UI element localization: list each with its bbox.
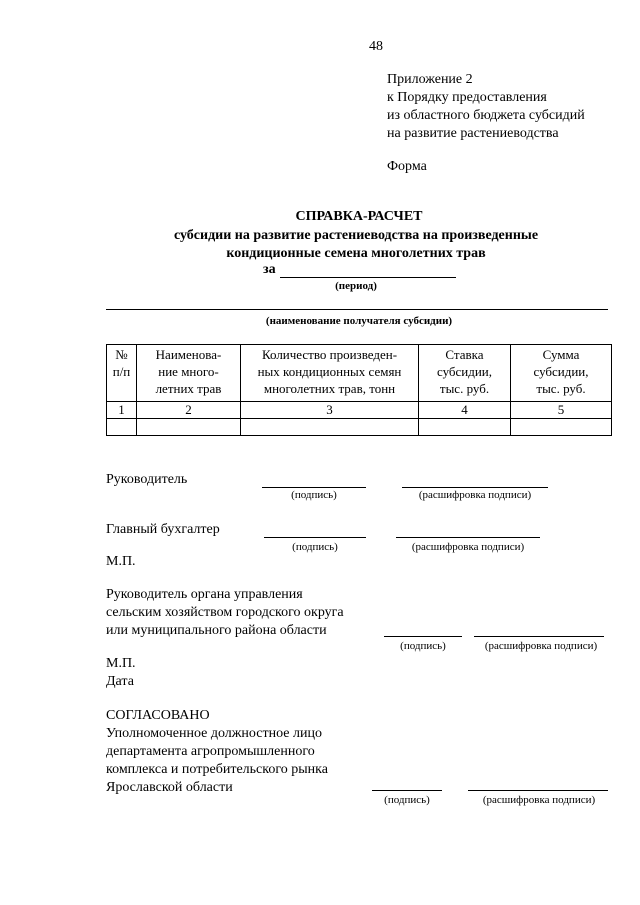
recipient-field[interactable] — [106, 309, 608, 310]
header-rate — [419, 345, 511, 402]
appendix-line-4: на развитие растениеводства — [387, 126, 559, 141]
official-line-2: департамента агропромышленного — [106, 744, 315, 759]
column-number: 5 — [511, 402, 612, 419]
header-line: тыс. руб. — [439, 381, 490, 396]
accountant-decode-line[interactable] — [396, 537, 540, 538]
header-line: Ставка — [445, 347, 484, 362]
authority-decode-caption: (расшифровка подписи) — [484, 640, 598, 652]
official-line-4: Ярославской области — [106, 780, 233, 795]
head-signature-line[interactable] — [262, 487, 366, 488]
agreed-label: СОГЛАСОВАНО — [106, 708, 210, 723]
accountant-sign-caption: (подпись) — [292, 541, 338, 553]
seal-mark-2: М.П. — [106, 656, 136, 671]
header-line: летних трав — [155, 381, 222, 396]
table-cell[interactable] — [511, 419, 612, 436]
authority-signature-line[interactable] — [384, 636, 462, 637]
official-signature-line[interactable] — [372, 790, 442, 791]
recipient-caption: (наименование получателя субсидии) — [265, 315, 453, 327]
authority-line-2: сельским хозяйством городского округа — [106, 605, 344, 620]
column-number: 2 — [137, 402, 241, 419]
header-line: Наименова- — [155, 347, 222, 362]
header-line: тыс. руб. — [536, 381, 586, 396]
table-number-row — [107, 402, 612, 419]
appendix-line-3: из областного бюджета субсидий — [387, 108, 585, 123]
period-caption: (период) — [335, 280, 377, 292]
official-block — [106, 725, 328, 797]
table-row — [107, 419, 612, 436]
period-row — [263, 262, 456, 278]
date-label: Дата — [106, 674, 134, 689]
head-label: Руководитель — [106, 472, 188, 487]
subtitle-line-2: кондиционные семена многолетних трав — [226, 246, 486, 261]
header-line: Количество произведен- — [261, 347, 398, 362]
appendix-line-2: к Порядку предоставления — [387, 90, 547, 105]
head-decode-line[interactable] — [402, 487, 548, 488]
authority-sign-caption: (подпись) — [400, 640, 446, 652]
table-cell[interactable] — [137, 419, 241, 436]
page-number: 48 — [369, 39, 383, 54]
authority-block — [106, 586, 344, 640]
form-label: Форма — [387, 159, 427, 174]
header-quantity — [241, 345, 419, 402]
accountant-signature-line[interactable] — [264, 537, 366, 538]
header-line: № — [115, 347, 128, 362]
accountant-decode-caption: (расшифровка подписи) — [411, 541, 525, 553]
head-decode-caption: (расшифровка подписи) — [418, 489, 532, 501]
header-amount — [511, 345, 612, 402]
subtitle-line-1: субсидии на развитие растениеводства на произведенные — [173, 228, 539, 243]
period-field[interactable] — [280, 264, 456, 278]
appendix-block — [387, 71, 585, 143]
column-number: 1 — [107, 402, 137, 419]
chief-accountant-label: Главный бухгалтер — [106, 522, 220, 537]
official-sign-caption: (подпись) — [384, 794, 430, 806]
header-name — [137, 345, 241, 402]
header-line: ных кондиционных семян — [257, 364, 402, 379]
document-subtitle — [0, 227, 640, 263]
header-line: субсидии, — [533, 364, 589, 379]
header-number — [107, 345, 137, 402]
table-cell[interactable] — [107, 419, 137, 436]
column-number: 3 — [241, 402, 419, 419]
head-sign-caption: (подпись) — [291, 489, 337, 501]
header-line: субсидии, — [436, 364, 493, 379]
table-cell[interactable] — [241, 419, 419, 436]
seal-mark: М.П. — [106, 554, 136, 569]
official-decode-caption: (расшифровка подписи) — [482, 794, 596, 806]
authority-decode-line[interactable] — [474, 636, 604, 637]
table-header-row — [107, 345, 612, 402]
document-title: СПРАВКА-РАСЧЕТ — [295, 209, 423, 224]
header-line: ние много- — [158, 364, 219, 379]
header-line: многолетних трав, тонн — [263, 381, 396, 396]
header-line: п/п — [112, 364, 131, 379]
official-line-3: комплекса и потребительского рынка — [106, 762, 328, 777]
column-number: 4 — [419, 402, 511, 419]
table-cell[interactable] — [419, 419, 511, 436]
appendix-line-1: Приложение 2 — [387, 72, 473, 87]
header-line: Сумма — [542, 347, 580, 362]
official-line-1: Уполномоченное должностное лицо — [106, 726, 322, 741]
authority-line-1: Руководитель органа управления — [106, 587, 303, 602]
subsidy-table — [106, 344, 612, 436]
period-prefix: за — [263, 262, 276, 277]
official-decode-line[interactable] — [468, 790, 608, 791]
authority-line-3: или муниципального района области — [106, 623, 327, 638]
